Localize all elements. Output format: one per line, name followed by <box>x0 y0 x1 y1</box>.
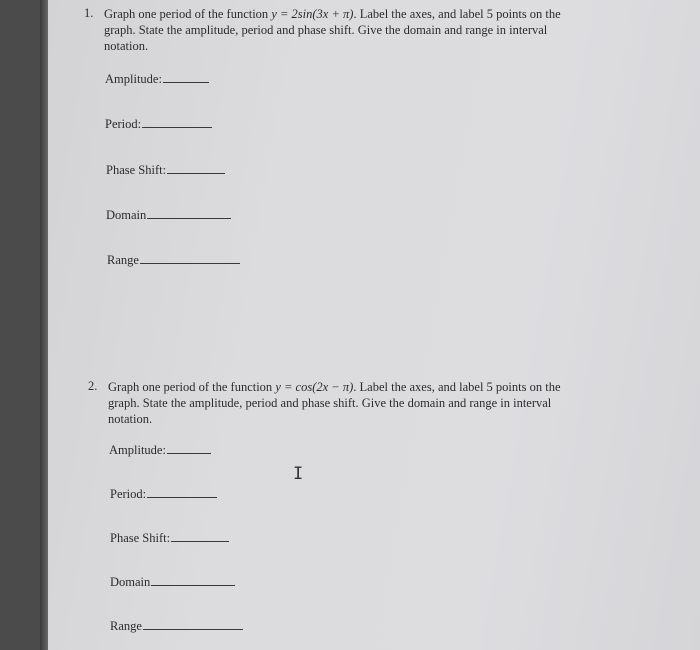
q1-domain-label: Domain <box>106 208 147 222</box>
question-1-line-1-post: . Label the axes, and label 5 points on the <box>353 7 561 21</box>
q1-amplitude-label: Amplitude: <box>105 72 162 86</box>
question-1-function: y = 2sin(3x + π) <box>271 7 354 21</box>
q1-amplitude-blank[interactable] <box>163 70 209 83</box>
q2-phase-shift-blank[interactable] <box>171 529 229 542</box>
question-1-line-1 <box>104 6 604 22</box>
q1-amplitude-field <box>105 70 209 87</box>
q2-phase-shift-label: Phase Shift: <box>110 531 171 545</box>
question-1-line-2: graph. State the amplitude, period and phase shift. Give the domain and range in interval <box>104 23 548 37</box>
q2-domain-label: Domain <box>110 575 151 589</box>
question-1-text <box>104 6 604 54</box>
q2-range-blank[interactable] <box>143 617 243 630</box>
q1-period-label: Period: <box>105 117 142 131</box>
question-2-line-3: notation. <box>108 412 153 426</box>
q2-period-blank[interactable] <box>147 485 217 498</box>
q2-period-label: Period: <box>110 487 147 501</box>
question-2-function: y = cos(2x − π) <box>275 380 354 394</box>
q1-range-field <box>107 251 240 268</box>
question-2-line-1-pre: Graph one period of the function <box>108 380 276 394</box>
question-1-number: 1. <box>84 6 94 20</box>
q1-phase-shift-label: Phase Shift: <box>106 163 167 177</box>
q2-range-label: Range <box>110 619 142 633</box>
q1-domain-blank[interactable] <box>147 206 231 219</box>
question-1-line-3: notation. <box>104 39 149 53</box>
worksheet-page <box>48 0 700 650</box>
question-2-text <box>108 379 598 427</box>
q2-domain-field <box>110 573 235 590</box>
q1-phase-shift-blank[interactable] <box>167 161 225 174</box>
q2-period-field <box>110 485 217 502</box>
question-2-line-1 <box>108 379 598 395</box>
question-1-line-1-pre: Graph one period of the function <box>104 7 272 21</box>
q1-range-label: Range <box>107 253 139 267</box>
question-2-line-1-post: . Label the axes, and label 5 points on the <box>353 380 561 394</box>
q1-domain-field <box>106 206 231 223</box>
q2-phase-shift-field <box>110 529 229 546</box>
question-2-number: 2. <box>88 379 98 393</box>
q2-range-field <box>110 617 243 634</box>
q1-period-blank[interactable] <box>142 115 212 128</box>
text-cursor-icon: I <box>293 464 304 484</box>
q2-amplitude-field <box>109 441 211 458</box>
q2-amplitude-blank[interactable] <box>167 441 211 454</box>
q2-amplitude-label: Amplitude: <box>109 443 166 457</box>
q1-range-blank[interactable] <box>140 251 240 264</box>
question-2-line-2: graph. State the amplitude, period and phase shift. Give the domain and range in interval <box>108 396 552 410</box>
q1-phase-shift-field <box>106 161 225 178</box>
q2-domain-blank[interactable] <box>151 573 235 586</box>
q1-period-field <box>105 115 212 132</box>
